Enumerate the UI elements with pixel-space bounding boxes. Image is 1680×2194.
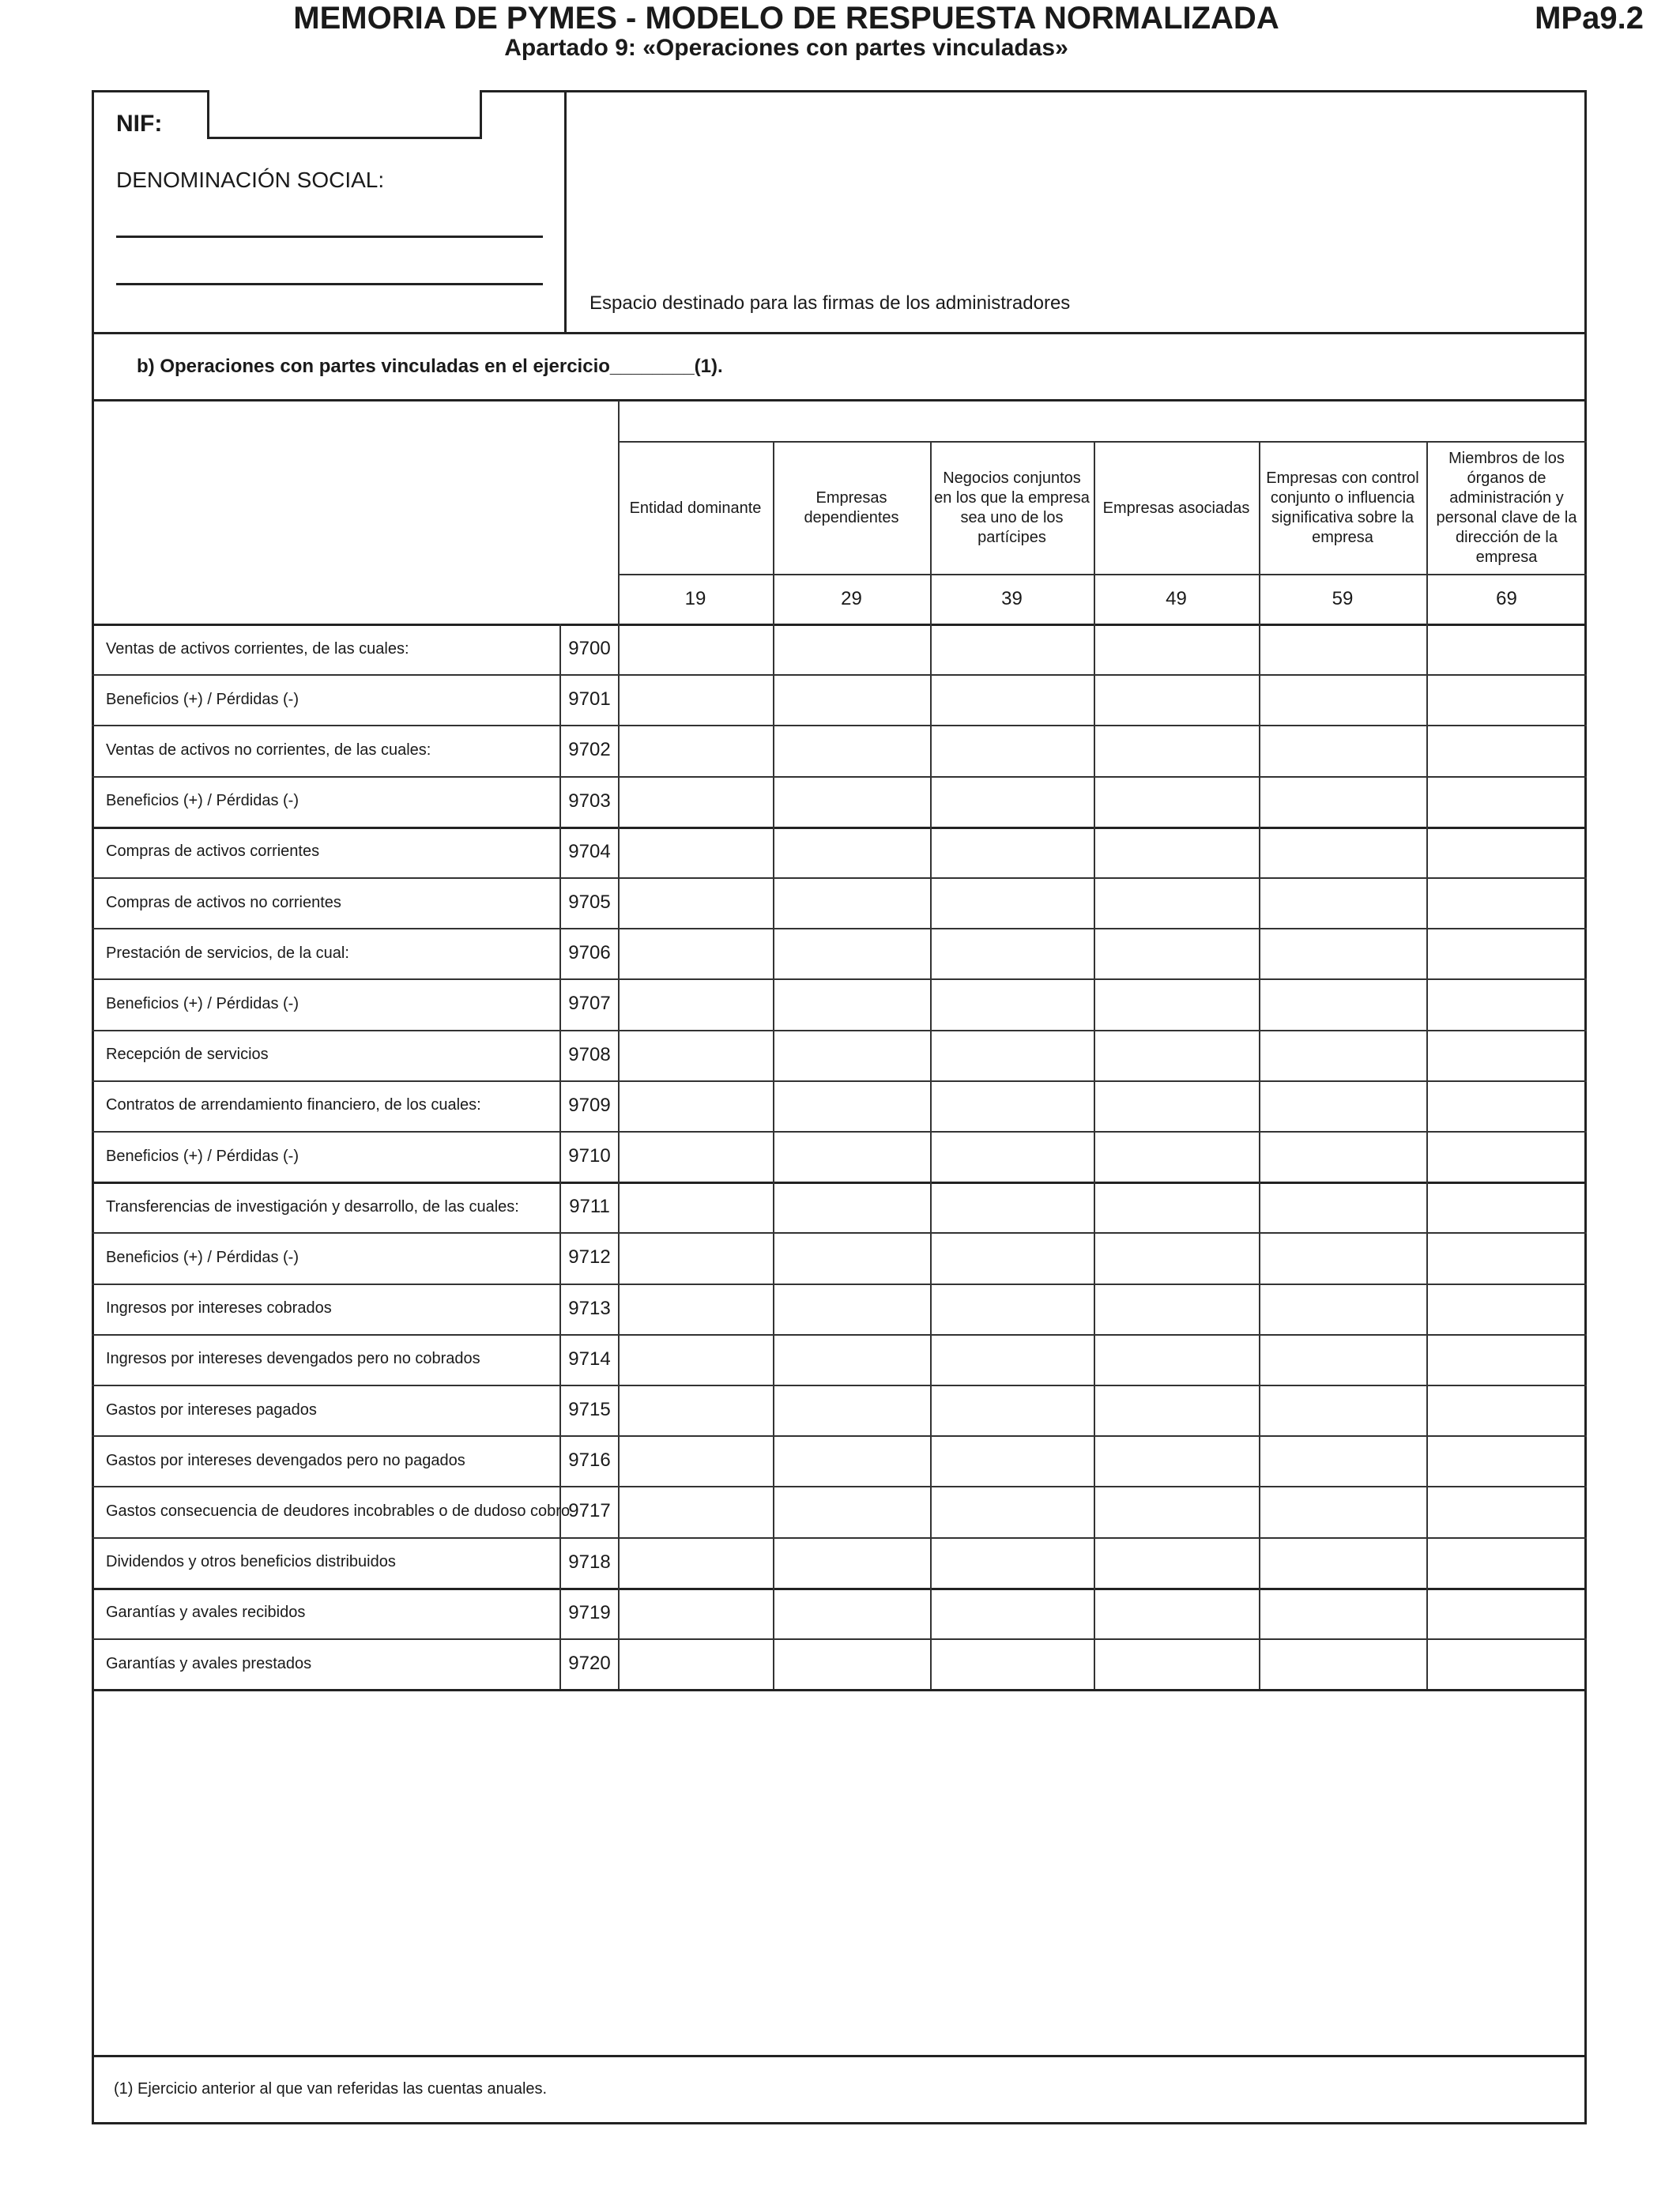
value-cell[interactable] (774, 1285, 929, 1333)
footnote: (1) Ejercicio anterior al que van referidas las cuentas anuales. (114, 2080, 548, 2098)
value-cell[interactable] (1095, 1031, 1257, 1079)
row-label: Gastos por intereses devengados pero no pagados (106, 1451, 465, 1469)
value-cell[interactable] (1260, 1539, 1425, 1586)
value-cell[interactable] (774, 1336, 929, 1383)
value-cell[interactable] (1095, 1539, 1257, 1586)
value-cell[interactable] (1260, 1386, 1425, 1434)
row-label: Compras de activos corrientes (106, 843, 320, 861)
denomination-line-2[interactable] (116, 283, 543, 285)
value-cell[interactable] (774, 1386, 929, 1434)
value-cell[interactable] (932, 726, 1092, 774)
column-header: Entidad dominante (629, 499, 762, 517)
value-cell[interactable] (1428, 929, 1585, 977)
column-header: Empresas asociadas (1102, 499, 1250, 517)
value-cell[interactable] (774, 676, 929, 723)
value-cell[interactable] (932, 1285, 1092, 1333)
row-label: Beneficios (+) / Pérdidas (-) (106, 792, 299, 810)
section-title: b) Operaciones con partes vinculadas en el ejercicio________(1). (137, 356, 723, 377)
value-cell[interactable] (620, 1386, 771, 1434)
value-cell[interactable] (774, 1640, 929, 1687)
divider (92, 399, 1587, 401)
value-cell[interactable] (620, 1234, 771, 1281)
value-cell[interactable] (1095, 1336, 1257, 1383)
value-cell[interactable] (1428, 1082, 1585, 1129)
value-cell[interactable] (1260, 1133, 1425, 1180)
value-cell[interactable] (1095, 1589, 1257, 1637)
value-cell[interactable] (620, 1336, 771, 1383)
row-label: Garantías y avales prestados (106, 1654, 312, 1672)
value-cell[interactable] (1095, 1386, 1257, 1434)
value-cell[interactable] (1260, 1183, 1425, 1231)
value-cell[interactable] (1428, 676, 1585, 723)
value-cell[interactable] (774, 1082, 929, 1129)
value-cell[interactable] (1260, 1336, 1425, 1383)
value-cell[interactable] (620, 980, 771, 1027)
value-cell[interactable] (1260, 879, 1425, 926)
value-cell[interactable] (1260, 1031, 1425, 1079)
form-code: MPa9.2 (1535, 1, 1644, 36)
value-cell[interactable] (932, 1640, 1092, 1687)
value-cell[interactable] (932, 1487, 1092, 1535)
column-code: 39 (1001, 588, 1023, 609)
value-cell[interactable] (1428, 1285, 1585, 1333)
value-cell[interactable] (774, 625, 929, 673)
value-cell[interactable] (620, 1589, 771, 1637)
value-cell[interactable] (932, 879, 1092, 926)
value-cell[interactable] (1428, 726, 1585, 774)
value-cell[interactable] (932, 1082, 1092, 1129)
value-cell[interactable] (774, 828, 929, 876)
row-label: Beneficios (+) / Pérdidas (-) (106, 690, 299, 708)
value-cell[interactable] (1428, 1133, 1585, 1180)
value-cell[interactable] (774, 1539, 929, 1586)
row-code: 9718 (568, 1551, 611, 1573)
value-cell[interactable] (774, 929, 929, 977)
value-cell[interactable] (1428, 1487, 1585, 1535)
value-cell[interactable] (1428, 1031, 1585, 1079)
row-code: 9710 (568, 1145, 611, 1167)
value-cell[interactable] (1428, 879, 1585, 926)
value-cell[interactable] (1095, 1133, 1257, 1180)
value-cell[interactable] (774, 1487, 929, 1535)
nif-input[interactable] (207, 90, 482, 139)
denomination-line-1[interactable] (116, 236, 543, 238)
denomination-label: DENOMINACIÓN SOCIAL: (116, 168, 385, 192)
value-cell[interactable] (1260, 1487, 1425, 1535)
row-label: Beneficios (+) / Pérdidas (-) (106, 994, 299, 1012)
value-cell[interactable] (774, 1183, 929, 1231)
row-code: 9700 (568, 638, 611, 660)
value-cell[interactable] (620, 879, 771, 926)
row-code: 9706 (568, 942, 611, 964)
value-cell[interactable] (774, 879, 929, 926)
row-label: Garantías y avales recibidos (106, 1604, 306, 1622)
value-cell[interactable] (774, 1133, 929, 1180)
value-cell[interactable] (620, 625, 771, 673)
row-label: Transferencias de investigación y desarrollo, de las cuales: (106, 1197, 519, 1216)
value-cell[interactable] (620, 929, 771, 977)
row-code: 9701 (568, 688, 611, 711)
row-code: 9707 (568, 993, 611, 1015)
row-code: 9712 (568, 1246, 611, 1269)
value-cell[interactable] (1095, 1082, 1257, 1129)
value-cell[interactable] (1260, 980, 1425, 1027)
row-label: Recepción de servicios (106, 1046, 269, 1064)
value-cell[interactable] (1260, 1082, 1425, 1129)
row-code: 9716 (568, 1449, 611, 1472)
value-cell[interactable] (1095, 828, 1257, 876)
row-code: 9713 (568, 1297, 611, 1319)
value-cell[interactable] (1095, 676, 1257, 723)
value-cell[interactable] (774, 1437, 929, 1484)
row-label: Ingresos por intereses cobrados (106, 1299, 332, 1318)
value-cell[interactable] (620, 1031, 771, 1079)
value-cell[interactable] (1095, 929, 1257, 977)
column-code: 59 (1332, 588, 1354, 609)
row-label: Compras de activos no corrientes (106, 893, 341, 911)
value-cell[interactable] (620, 1437, 771, 1484)
value-cell[interactable] (1260, 1234, 1425, 1281)
value-cell[interactable] (932, 1539, 1092, 1586)
value-cell[interactable] (1095, 1234, 1257, 1281)
value-cell[interactable] (932, 1031, 1092, 1079)
value-cell[interactable] (620, 1539, 771, 1586)
value-cell[interactable] (932, 625, 1092, 673)
value-cell[interactable] (1095, 1640, 1257, 1687)
column-header: Empresas con control conjunto o influencia significativa sobre la empresa (1266, 469, 1419, 546)
row-code: 9708 (568, 1043, 611, 1065)
value-cell[interactable] (1095, 1183, 1257, 1231)
value-cell[interactable] (1095, 726, 1257, 774)
column-header: Empresas dependientes (804, 489, 899, 526)
column-code: 29 (841, 588, 862, 609)
value-cell[interactable] (774, 778, 929, 825)
value-cell[interactable] (1260, 1437, 1425, 1484)
row-label: Ventas de activos no corrientes, de las cuales: (106, 741, 431, 759)
divider (92, 332, 1587, 334)
row-label: Beneficios (+) / Pérdidas (-) (106, 1248, 299, 1266)
value-cell[interactable] (620, 726, 771, 774)
nif-label: NIF: (116, 111, 163, 137)
value-cell[interactable] (1260, 1640, 1425, 1687)
value-cell[interactable] (1428, 1539, 1585, 1586)
page-subtitle: Apartado 9: «Operaciones con partes vinculadas» (504, 35, 1068, 61)
row-code: 9717 (568, 1500, 611, 1522)
value-cell[interactable] (1428, 1589, 1585, 1637)
value-cell[interactable] (1260, 1285, 1425, 1333)
column-header: Negocios conjuntos en los que la empresa sea uno de los partícipes (934, 469, 1090, 546)
row-label: Contratos de arrendamiento financiero, de los cuales: (106, 1096, 481, 1114)
row-code: 9714 (568, 1348, 611, 1370)
row-code: 9703 (568, 790, 611, 812)
value-cell[interactable] (1428, 1234, 1585, 1281)
row-code: 9711 (569, 1196, 610, 1218)
row-code: 9705 (568, 892, 611, 914)
value-cell[interactable] (1428, 778, 1585, 825)
value-cell[interactable] (932, 828, 1092, 876)
value-cell[interactable] (932, 1336, 1092, 1383)
row-code: 9709 (568, 1094, 611, 1116)
value-cell[interactable] (774, 980, 929, 1027)
value-cell[interactable] (1095, 879, 1257, 926)
column-code: 49 (1166, 588, 1187, 609)
row-label: Prestación de servicios, de la cual: (106, 944, 349, 962)
value-cell[interactable] (932, 1183, 1092, 1231)
row-label: Dividendos y otros beneficios distribuidos (106, 1553, 396, 1571)
value-cell[interactable] (774, 1234, 929, 1281)
row-label: Ventas de activos corrientes, de las cuales: (106, 639, 409, 658)
signature-area[interactable] (566, 92, 1584, 332)
value-cell[interactable] (1095, 1487, 1257, 1535)
row-code: 9702 (568, 739, 611, 761)
value-cell[interactable] (1260, 625, 1425, 673)
value-cell[interactable] (932, 980, 1092, 1027)
value-cell[interactable] (620, 676, 771, 723)
value-cell[interactable] (932, 676, 1092, 723)
value-cell[interactable] (1428, 1386, 1585, 1434)
row-label: Ingresos por intereses devengados pero no cobrados (106, 1350, 480, 1368)
value-cell[interactable] (620, 1133, 771, 1180)
row-code: 9719 (568, 1601, 611, 1623)
value-cell[interactable] (620, 1082, 771, 1129)
column-code: 69 (1496, 588, 1517, 609)
value-cell[interactable] (620, 1640, 771, 1687)
value-cell[interactable] (1260, 1589, 1425, 1637)
value-cell[interactable] (1428, 625, 1585, 673)
row-code: 9715 (568, 1399, 611, 1421)
value-cell[interactable] (1428, 1336, 1585, 1383)
value-cell[interactable] (1260, 929, 1425, 977)
value-cell[interactable] (1095, 1285, 1257, 1333)
value-cell[interactable] (932, 929, 1092, 977)
value-cell[interactable] (620, 1285, 771, 1333)
value-cell[interactable] (932, 1234, 1092, 1281)
value-cell[interactable] (620, 1183, 771, 1231)
divider (92, 2055, 1587, 2057)
value-cell[interactable] (932, 1386, 1092, 1434)
value-cell[interactable] (932, 1589, 1092, 1637)
value-cell[interactable] (1260, 726, 1425, 774)
value-cell[interactable] (1260, 676, 1425, 723)
page-title: MEMORIA DE PYMES - MODELO DE RESPUESTA NORMALIZADA (293, 1, 1279, 36)
value-cell[interactable] (1095, 625, 1257, 673)
column-header: Miembros de los órganos de administración y personal clave de la dirección de la empresa (1436, 450, 1577, 566)
value-cell[interactable] (774, 1589, 929, 1637)
value-cell[interactable] (1428, 1183, 1585, 1231)
value-cell[interactable] (932, 1437, 1092, 1484)
value-cell[interactable] (1095, 778, 1257, 825)
value-cell[interactable] (932, 1133, 1092, 1180)
value-cell[interactable] (932, 778, 1092, 825)
value-cell[interactable] (620, 828, 771, 876)
value-cell[interactable] (620, 1487, 771, 1535)
value-cell[interactable] (1428, 1437, 1585, 1484)
value-cell[interactable] (1260, 828, 1425, 876)
row-label: Beneficios (+) / Pérdidas (-) (106, 1147, 299, 1165)
value-cell[interactable] (774, 726, 929, 774)
row-code: 9720 (568, 1653, 611, 1675)
value-cell[interactable] (1095, 980, 1257, 1027)
signature-label: Espacio destinado para las firmas de los administradores (590, 292, 1071, 314)
notes-area[interactable] (94, 1691, 1584, 2053)
row-code: 9704 (568, 840, 611, 862)
value-cell[interactable] (1428, 1640, 1585, 1687)
value-cell[interactable] (774, 1031, 929, 1079)
value-cell[interactable] (620, 778, 771, 825)
value-cell[interactable] (1260, 778, 1425, 825)
value-cell[interactable] (1095, 1437, 1257, 1484)
value-cell[interactable] (1428, 828, 1585, 876)
row-label: Gastos consecuencia de deudores incobrables o de dudoso cobro (106, 1502, 571, 1520)
row-label: Gastos por intereses pagados (106, 1400, 317, 1419)
value-cell[interactable] (1428, 980, 1585, 1027)
column-code: 19 (684, 588, 706, 609)
